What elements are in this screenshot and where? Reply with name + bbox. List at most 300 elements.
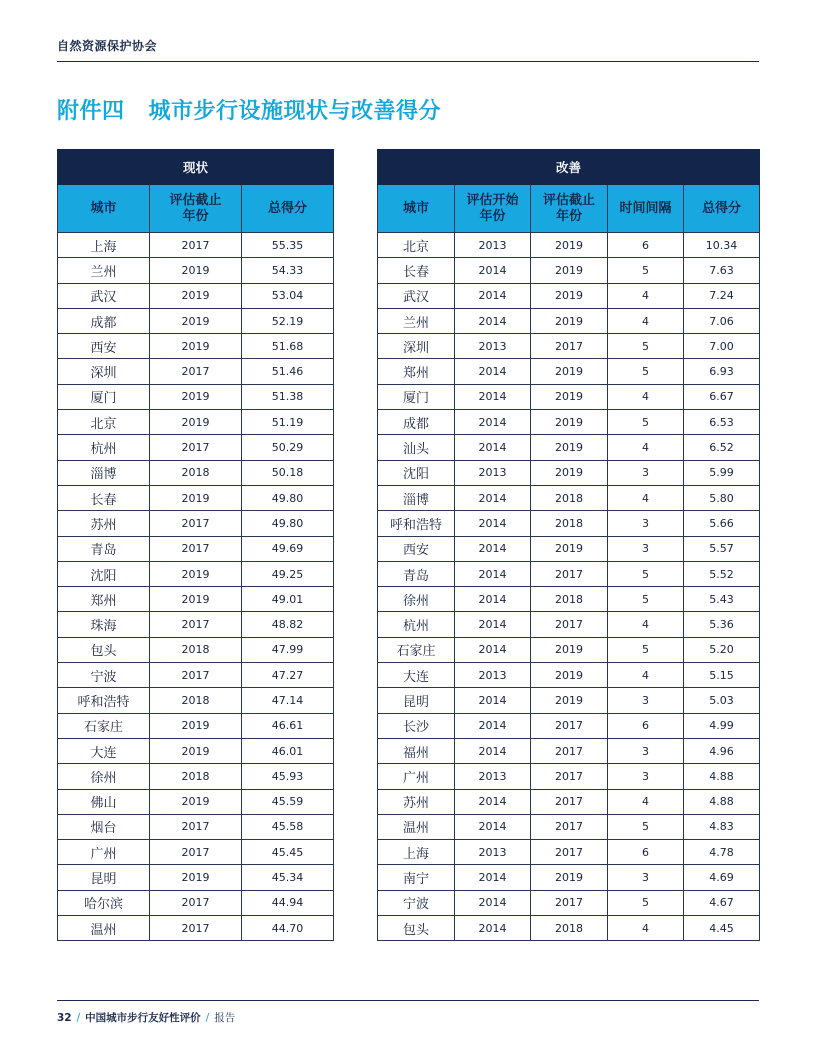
value-cell: 4.78 bbox=[684, 840, 760, 865]
city-cell: 兰州 bbox=[378, 308, 455, 333]
value-cell: 5.66 bbox=[684, 511, 760, 536]
value-cell: 6 bbox=[608, 840, 684, 865]
city-cell: 北京 bbox=[58, 410, 150, 435]
value-cell: 2014 bbox=[455, 688, 531, 713]
value-cell: 49.80 bbox=[242, 511, 334, 536]
table-row bbox=[378, 308, 760, 333]
value-cell: 55.35 bbox=[242, 233, 334, 258]
table-row bbox=[378, 688, 760, 713]
table-row bbox=[378, 485, 760, 510]
city-cell: 武汉 bbox=[58, 283, 150, 308]
status-group-header: 现状 bbox=[58, 150, 334, 185]
value-cell: 2014 bbox=[455, 561, 531, 586]
city-cell: 石家庄 bbox=[378, 637, 455, 662]
value-cell: 10.34 bbox=[684, 233, 760, 258]
city-cell: 温州 bbox=[378, 814, 455, 839]
value-cell: 50.29 bbox=[242, 435, 334, 460]
value-cell: 2017 bbox=[531, 713, 608, 738]
value-cell: 7.06 bbox=[684, 308, 760, 333]
improvement-column-header: 时间间隔 bbox=[608, 185, 684, 233]
value-cell: 2014 bbox=[455, 410, 531, 435]
value-cell: 4.67 bbox=[684, 890, 760, 915]
table-row bbox=[58, 663, 334, 688]
table-row bbox=[378, 511, 760, 536]
value-cell: 6 bbox=[608, 233, 684, 258]
value-cell: 2019 bbox=[150, 258, 242, 283]
value-cell: 51.38 bbox=[242, 384, 334, 409]
value-cell: 4 bbox=[608, 663, 684, 688]
table-row bbox=[378, 814, 760, 839]
value-cell: 6.52 bbox=[684, 435, 760, 460]
value-cell: 2013 bbox=[455, 663, 531, 688]
annex-label: 附件四 bbox=[57, 99, 125, 124]
city-cell: 厦门 bbox=[378, 384, 455, 409]
value-cell: 2018 bbox=[150, 688, 242, 713]
value-cell: 2019 bbox=[150, 561, 242, 586]
value-cell: 2017 bbox=[531, 334, 608, 359]
city-cell: 呼和浩特 bbox=[378, 511, 455, 536]
city-cell: 包头 bbox=[378, 916, 455, 941]
table-row bbox=[58, 334, 334, 359]
value-cell: 49.01 bbox=[242, 587, 334, 612]
city-cell: 烟台 bbox=[58, 814, 150, 839]
value-cell: 7.00 bbox=[684, 334, 760, 359]
value-cell: 2017 bbox=[531, 764, 608, 789]
table-row bbox=[378, 410, 760, 435]
value-cell: 5 bbox=[608, 814, 684, 839]
value-cell: 49.80 bbox=[242, 485, 334, 510]
city-cell: 宁波 bbox=[58, 663, 150, 688]
table-row bbox=[378, 460, 760, 485]
city-cell: 杭州 bbox=[58, 435, 150, 460]
value-cell: 4.99 bbox=[684, 713, 760, 738]
table-row bbox=[58, 764, 334, 789]
city-cell: 包头 bbox=[58, 637, 150, 662]
table-row bbox=[378, 233, 760, 258]
value-cell: 2013 bbox=[455, 460, 531, 485]
value-cell: 2014 bbox=[455, 511, 531, 536]
city-cell: 武汉 bbox=[378, 283, 455, 308]
value-cell: 2017 bbox=[531, 738, 608, 763]
value-cell: 47.27 bbox=[242, 663, 334, 688]
city-cell: 成都 bbox=[378, 410, 455, 435]
value-cell: 2014 bbox=[455, 738, 531, 763]
value-cell: 51.68 bbox=[242, 334, 334, 359]
value-cell: 5.36 bbox=[684, 612, 760, 637]
value-cell: 2014 bbox=[455, 890, 531, 915]
city-cell: 青岛 bbox=[58, 536, 150, 561]
value-cell: 2014 bbox=[455, 308, 531, 333]
city-cell: 杭州 bbox=[378, 612, 455, 637]
value-cell: 2017 bbox=[150, 840, 242, 865]
table-row bbox=[58, 612, 334, 637]
value-cell: 2019 bbox=[150, 308, 242, 333]
table-row bbox=[58, 511, 334, 536]
value-cell: 2014 bbox=[455, 587, 531, 612]
value-cell: 5 bbox=[608, 410, 684, 435]
value-cell: 2014 bbox=[455, 435, 531, 460]
value-cell: 2017 bbox=[531, 612, 608, 637]
value-cell: 2019 bbox=[531, 688, 608, 713]
value-cell: 5 bbox=[608, 258, 684, 283]
table-row bbox=[58, 738, 334, 763]
value-cell: 4 bbox=[608, 384, 684, 409]
value-cell: 2014 bbox=[455, 814, 531, 839]
table-row bbox=[378, 435, 760, 460]
value-cell: 2014 bbox=[455, 384, 531, 409]
table-row bbox=[58, 460, 334, 485]
city-cell: 苏州 bbox=[58, 511, 150, 536]
value-cell: 47.99 bbox=[242, 637, 334, 662]
city-cell: 深圳 bbox=[58, 359, 150, 384]
table-row bbox=[58, 359, 334, 384]
value-cell: 2019 bbox=[150, 384, 242, 409]
city-cell: 上海 bbox=[58, 233, 150, 258]
table-row bbox=[58, 865, 334, 890]
value-cell: 45.59 bbox=[242, 789, 334, 814]
value-cell: 2013 bbox=[455, 840, 531, 865]
value-cell: 4 bbox=[608, 789, 684, 814]
value-cell: 2014 bbox=[455, 258, 531, 283]
table-row bbox=[58, 233, 334, 258]
value-cell: 2017 bbox=[150, 612, 242, 637]
value-cell: 4.83 bbox=[684, 814, 760, 839]
value-cell: 45.45 bbox=[242, 840, 334, 865]
city-cell: 昆明 bbox=[58, 865, 150, 890]
city-cell: 苏州 bbox=[378, 789, 455, 814]
value-cell: 2014 bbox=[455, 789, 531, 814]
value-cell: 2017 bbox=[150, 435, 242, 460]
city-cell: 淄博 bbox=[378, 485, 455, 510]
value-cell: 2019 bbox=[531, 435, 608, 460]
improvement-column-header: 城市 bbox=[378, 185, 455, 233]
value-cell: 2017 bbox=[150, 890, 242, 915]
table-row bbox=[58, 308, 334, 333]
table-row bbox=[378, 561, 760, 586]
value-cell: 49.69 bbox=[242, 536, 334, 561]
city-cell: 大连 bbox=[378, 663, 455, 688]
table-row bbox=[58, 435, 334, 460]
value-cell: 2017 bbox=[531, 840, 608, 865]
city-cell: 珠海 bbox=[58, 612, 150, 637]
table-row bbox=[58, 789, 334, 814]
value-cell: 7.63 bbox=[684, 258, 760, 283]
value-cell: 2018 bbox=[531, 916, 608, 941]
improvement-column-header: 总得分 bbox=[684, 185, 760, 233]
value-cell: 2019 bbox=[531, 359, 608, 384]
table-row bbox=[378, 384, 760, 409]
city-cell: 淄博 bbox=[58, 460, 150, 485]
value-cell: 5 bbox=[608, 359, 684, 384]
table-row bbox=[378, 789, 760, 814]
improvement-column-header: 评估截止 年份 bbox=[531, 185, 608, 233]
city-cell: 北京 bbox=[378, 233, 455, 258]
value-cell: 4 bbox=[608, 308, 684, 333]
city-cell: 沈阳 bbox=[378, 460, 455, 485]
value-cell: 2017 bbox=[150, 511, 242, 536]
table-row bbox=[378, 612, 760, 637]
table-row bbox=[58, 410, 334, 435]
value-cell: 2019 bbox=[531, 865, 608, 890]
footer bbox=[57, 1010, 235, 1025]
value-cell: 2019 bbox=[150, 789, 242, 814]
value-cell: 3 bbox=[608, 738, 684, 763]
city-cell: 南宁 bbox=[378, 865, 455, 890]
value-cell: 5 bbox=[608, 637, 684, 662]
value-cell: 2014 bbox=[455, 536, 531, 561]
value-cell: 3 bbox=[608, 865, 684, 890]
table-row bbox=[58, 916, 334, 941]
value-cell: 2019 bbox=[531, 663, 608, 688]
table-row bbox=[378, 738, 760, 763]
value-cell: 2018 bbox=[150, 764, 242, 789]
value-cell: 2017 bbox=[150, 814, 242, 839]
value-cell: 2019 bbox=[531, 384, 608, 409]
value-cell: 3 bbox=[608, 511, 684, 536]
value-cell: 3 bbox=[608, 460, 684, 485]
value-cell: 52.19 bbox=[242, 308, 334, 333]
value-cell: 51.19 bbox=[242, 410, 334, 435]
value-cell: 4 bbox=[608, 283, 684, 308]
report-section: 报告 bbox=[214, 1012, 236, 1024]
value-cell: 6 bbox=[608, 713, 684, 738]
table-row bbox=[378, 764, 760, 789]
city-cell: 深圳 bbox=[378, 334, 455, 359]
value-cell: 2018 bbox=[531, 511, 608, 536]
table-row bbox=[58, 258, 334, 283]
value-cell: 4.69 bbox=[684, 865, 760, 890]
value-cell: 48.82 bbox=[242, 612, 334, 637]
city-cell: 大连 bbox=[58, 738, 150, 763]
value-cell: 2019 bbox=[531, 233, 608, 258]
table-row bbox=[378, 916, 760, 941]
value-cell: 4.88 bbox=[684, 789, 760, 814]
value-cell: 2019 bbox=[150, 334, 242, 359]
value-cell: 47.14 bbox=[242, 688, 334, 713]
value-cell: 2017 bbox=[150, 663, 242, 688]
value-cell: 4 bbox=[608, 612, 684, 637]
value-cell: 2018 bbox=[150, 460, 242, 485]
value-cell: 2013 bbox=[455, 334, 531, 359]
value-cell: 3 bbox=[608, 764, 684, 789]
city-cell: 西安 bbox=[58, 334, 150, 359]
city-cell: 广州 bbox=[58, 840, 150, 865]
city-cell: 青岛 bbox=[378, 561, 455, 586]
city-cell: 福州 bbox=[378, 738, 455, 763]
city-cell: 广州 bbox=[378, 764, 455, 789]
organization-name: 自然资源保护协会 bbox=[57, 39, 158, 53]
value-cell: 2019 bbox=[531, 410, 608, 435]
table-row bbox=[378, 865, 760, 890]
footer-separator: / bbox=[205, 1012, 210, 1024]
table-row bbox=[58, 840, 334, 865]
value-cell: 5.57 bbox=[684, 536, 760, 561]
value-cell: 5.20 bbox=[684, 637, 760, 662]
value-cell: 2019 bbox=[531, 460, 608, 485]
value-cell: 2017 bbox=[531, 890, 608, 915]
value-cell: 2019 bbox=[531, 637, 608, 662]
improvement-column-header: 评估开始 年份 bbox=[455, 185, 531, 233]
footer-separator: / bbox=[76, 1012, 81, 1024]
value-cell: 2019 bbox=[531, 536, 608, 561]
value-cell: 5 bbox=[608, 890, 684, 915]
value-cell: 2014 bbox=[455, 713, 531, 738]
value-cell: 45.58 bbox=[242, 814, 334, 839]
city-cell: 西安 bbox=[378, 536, 455, 561]
value-cell: 5.03 bbox=[684, 688, 760, 713]
value-cell: 2013 bbox=[455, 764, 531, 789]
value-cell: 4.45 bbox=[684, 916, 760, 941]
city-cell: 长春 bbox=[58, 485, 150, 510]
value-cell: 54.33 bbox=[242, 258, 334, 283]
value-cell: 45.93 bbox=[242, 764, 334, 789]
table-row bbox=[378, 283, 760, 308]
improvement-table bbox=[377, 149, 760, 941]
value-cell: 2017 bbox=[531, 561, 608, 586]
value-cell: 44.94 bbox=[242, 890, 334, 915]
city-cell: 哈尔滨 bbox=[58, 890, 150, 915]
table-row bbox=[378, 713, 760, 738]
status-table bbox=[57, 149, 334, 941]
table-row bbox=[378, 840, 760, 865]
city-cell: 长春 bbox=[378, 258, 455, 283]
city-cell: 佛山 bbox=[58, 789, 150, 814]
value-cell: 3 bbox=[608, 688, 684, 713]
value-cell: 2019 bbox=[150, 738, 242, 763]
footer-rule bbox=[57, 1000, 759, 1001]
header-rule bbox=[57, 61, 759, 62]
value-cell: 2017 bbox=[531, 789, 608, 814]
value-cell: 2018 bbox=[531, 485, 608, 510]
city-cell: 徐州 bbox=[378, 587, 455, 612]
value-cell: 4.88 bbox=[684, 764, 760, 789]
value-cell: 5 bbox=[608, 587, 684, 612]
table-row bbox=[378, 536, 760, 561]
value-cell: 2019 bbox=[531, 308, 608, 333]
city-cell: 沈阳 bbox=[58, 561, 150, 586]
report-name: 中国城市步行友好性评价 bbox=[85, 1012, 201, 1024]
value-cell: 2014 bbox=[455, 865, 531, 890]
city-cell: 呼和浩特 bbox=[58, 688, 150, 713]
value-cell: 2018 bbox=[531, 587, 608, 612]
value-cell: 45.34 bbox=[242, 865, 334, 890]
table-row bbox=[58, 485, 334, 510]
table-row bbox=[378, 258, 760, 283]
value-cell: 2019 bbox=[531, 283, 608, 308]
value-cell: 5.80 bbox=[684, 485, 760, 510]
table-row bbox=[378, 637, 760, 662]
value-cell: 2014 bbox=[455, 612, 531, 637]
value-cell: 2017 bbox=[150, 359, 242, 384]
page-title bbox=[57, 94, 441, 125]
city-cell: 长沙 bbox=[378, 713, 455, 738]
city-cell: 昆明 bbox=[378, 688, 455, 713]
value-cell: 2014 bbox=[455, 359, 531, 384]
city-cell: 石家庄 bbox=[58, 713, 150, 738]
value-cell: 5 bbox=[608, 561, 684, 586]
value-cell: 3 bbox=[608, 536, 684, 561]
table-row bbox=[58, 637, 334, 662]
value-cell: 5.15 bbox=[684, 663, 760, 688]
value-cell: 4 bbox=[608, 485, 684, 510]
value-cell: 2019 bbox=[150, 713, 242, 738]
table-row bbox=[58, 283, 334, 308]
value-cell: 2019 bbox=[531, 258, 608, 283]
value-cell: 5.52 bbox=[684, 561, 760, 586]
value-cell: 51.46 bbox=[242, 359, 334, 384]
city-cell: 郑州 bbox=[378, 359, 455, 384]
city-cell: 厦门 bbox=[58, 384, 150, 409]
status-column-header: 城市 bbox=[58, 185, 150, 233]
value-cell: 5.99 bbox=[684, 460, 760, 485]
table-row bbox=[58, 561, 334, 586]
value-cell: 2018 bbox=[150, 637, 242, 662]
value-cell: 6.53 bbox=[684, 410, 760, 435]
value-cell: 2017 bbox=[531, 814, 608, 839]
city-cell: 徐州 bbox=[58, 764, 150, 789]
value-cell: 44.70 bbox=[242, 916, 334, 941]
value-cell: 6.67 bbox=[684, 384, 760, 409]
value-cell: 2019 bbox=[150, 587, 242, 612]
value-cell: 5 bbox=[608, 334, 684, 359]
table-row bbox=[378, 890, 760, 915]
value-cell: 2014 bbox=[455, 916, 531, 941]
value-cell: 2019 bbox=[150, 283, 242, 308]
table-row bbox=[58, 890, 334, 915]
table-row bbox=[58, 587, 334, 612]
value-cell: 2019 bbox=[150, 485, 242, 510]
city-cell: 成都 bbox=[58, 308, 150, 333]
value-cell: 53.04 bbox=[242, 283, 334, 308]
value-cell: 49.25 bbox=[242, 561, 334, 586]
city-cell: 上海 bbox=[378, 840, 455, 865]
value-cell: 2017 bbox=[150, 536, 242, 561]
city-cell: 温州 bbox=[58, 916, 150, 941]
table-row bbox=[58, 688, 334, 713]
value-cell: 2014 bbox=[455, 637, 531, 662]
improvement-group-header: 改善 bbox=[378, 150, 760, 185]
value-cell: 2014 bbox=[455, 283, 531, 308]
table-row bbox=[378, 334, 760, 359]
value-cell: 5.43 bbox=[684, 587, 760, 612]
value-cell: 2017 bbox=[150, 233, 242, 258]
table-row bbox=[58, 536, 334, 561]
status-column-header: 评估截止 年份 bbox=[150, 185, 242, 233]
value-cell: 4 bbox=[608, 916, 684, 941]
value-cell: 2014 bbox=[455, 485, 531, 510]
value-cell: 4.96 bbox=[684, 738, 760, 763]
city-cell: 郑州 bbox=[58, 587, 150, 612]
value-cell: 46.01 bbox=[242, 738, 334, 763]
table-row bbox=[378, 587, 760, 612]
table-row bbox=[58, 713, 334, 738]
value-cell: 2019 bbox=[150, 865, 242, 890]
annex-title: 城市步行设施现状与改善得分 bbox=[148, 99, 442, 124]
value-cell: 2013 bbox=[455, 233, 531, 258]
value-cell: 7.24 bbox=[684, 283, 760, 308]
value-cell: 6.93 bbox=[684, 359, 760, 384]
city-cell: 宁波 bbox=[378, 890, 455, 915]
table-row bbox=[378, 359, 760, 384]
city-cell: 汕头 bbox=[378, 435, 455, 460]
status-column-header: 总得分 bbox=[242, 185, 334, 233]
table-row bbox=[58, 814, 334, 839]
value-cell: 2017 bbox=[150, 916, 242, 941]
value-cell: 2019 bbox=[150, 410, 242, 435]
page-number: 32 bbox=[57, 1012, 72, 1024]
table-row bbox=[378, 663, 760, 688]
value-cell: 46.61 bbox=[242, 713, 334, 738]
